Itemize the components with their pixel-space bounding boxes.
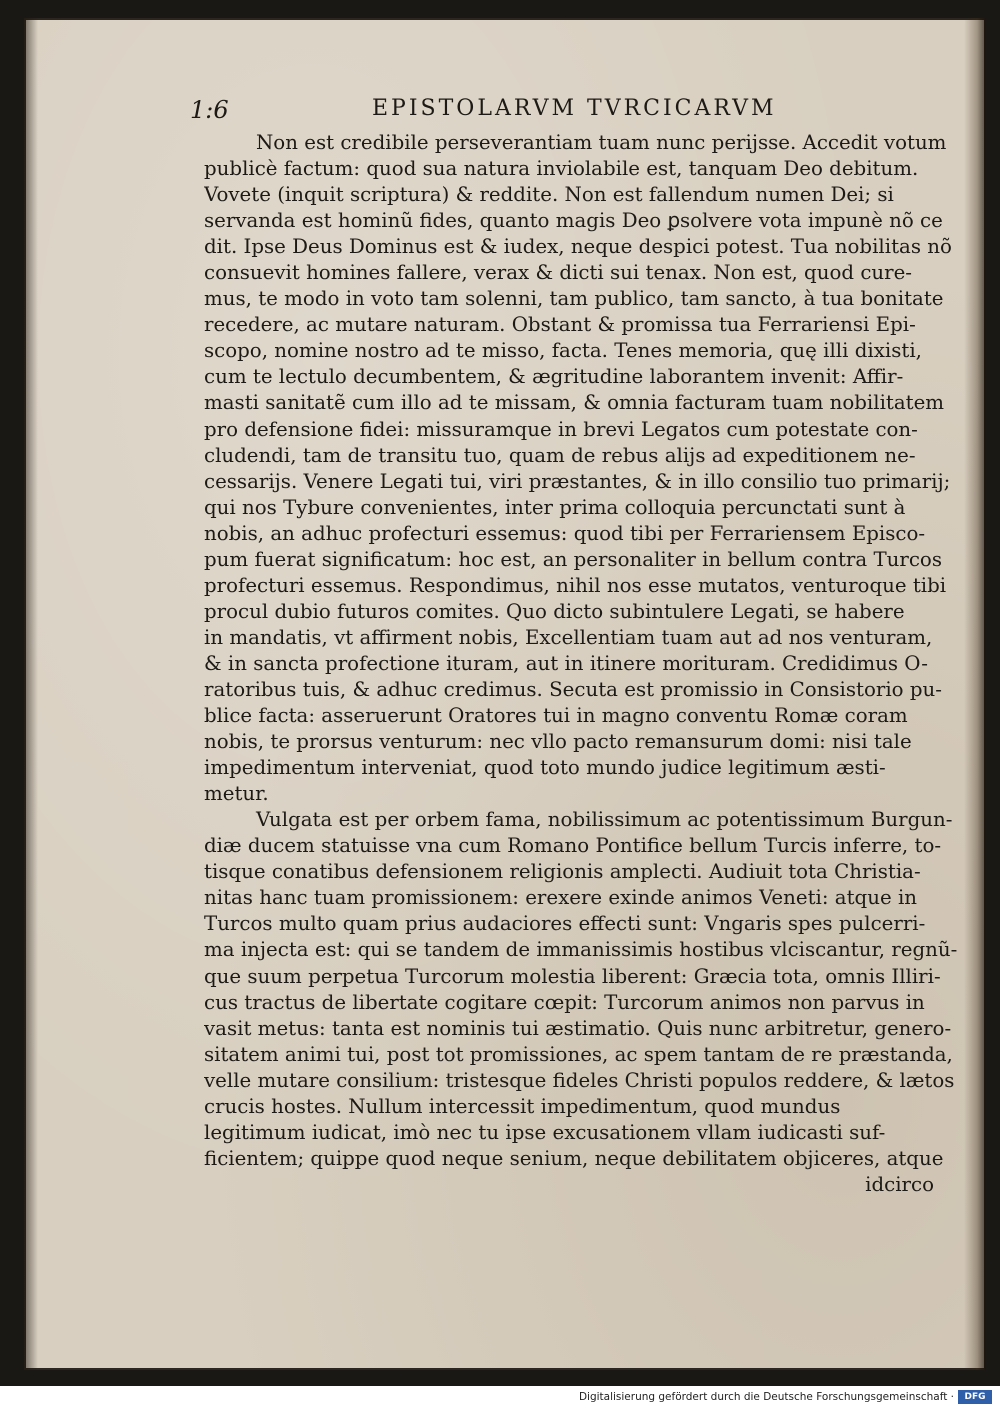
text-line: nobis, an adhuc profecturi essemus: quod tibi per Ferrariensem Episco-: [204, 521, 926, 545]
text-line: que suum perpetua Turcorum molestia liberent: Græcia tota, omnis Illiri-: [204, 964, 941, 988]
text-line: nitas hanc tuam promissionem: erexere exinde animos Veneti: atque in: [204, 886, 918, 910]
digitization-footer: [0, 1386, 1000, 1408]
text-line: servanda est hominũ fides, quanto magis Deo ꝑsolvere vota impunè nõ ce: [204, 209, 943, 233]
text-line: ficientem; quippe quod neque senium, neque debilitatem objiceres, atque: [204, 1146, 944, 1170]
running-head: EPISTOLARVM TVRCICARVM: [372, 96, 777, 121]
page-edge-shadow: [24, 18, 38, 1370]
text-line: dit. Ipse Deus Dominus est & iudex, neque despici potest. Tua nobilitas nõ: [204, 235, 952, 259]
text-line: blice facta: asseruerunt Oratores tui in magno conventu Romæ coram: [204, 704, 908, 728]
text-line: ma injecta est: qui se tandem de immanissimis hostibus vlciscantur, regnũ-: [204, 938, 958, 962]
text-line: ratoribus tuis, & adhuc credimus. Secuta est promissio in Consistorio pu-: [204, 677, 942, 701]
text-line: impedimentum interveniat, quod toto mundo judice legitimum æsti-: [204, 756, 886, 780]
text-line: metur.: [204, 782, 269, 806]
text-line: Turcos multo quam prius audaciores effecti sunt: Vngaris spes pulcerri-: [204, 912, 926, 936]
text-line: cus tractus de libertate cogitare cœpit: Turcorum animos non parvus in: [204, 990, 925, 1014]
text-line: vasit metus: tanta est nominis tui æstimatio. Quis nunc arbitretur, genero-: [204, 1016, 952, 1040]
body-text: [204, 130, 964, 1198]
text-line: pum fuerat significatum: hoc est, an personaliter in bellum contra Turcos: [204, 547, 942, 571]
page-number: 1:6: [190, 96, 229, 124]
text-line: cum te lectulo decumbentem, & ægritudine laborantem invenit: Affir-: [204, 365, 904, 389]
text-line: masti sanitatẽ cum illo ad te missam, & omnia facturam tuam nobilitatem: [204, 391, 945, 415]
text-line: in mandatis, vt affirment nobis, Excellentiam tuam aut ad nos venturam,: [204, 625, 933, 649]
text-line: crucis hostes. Nullum intercessit impedimentum, quod mundus: [204, 1094, 841, 1118]
text-line: mus, te modo in voto tam solenni, tam publico, tam sancto, à tua bonitate: [204, 287, 944, 311]
text-line: & in sancta profectione ituram, aut in itinere morituram. Credidimus O-: [204, 651, 928, 675]
text-line: diæ ducem statuisse vna cum Romano Pontifice bellum Turcis inferre, to-: [204, 834, 942, 858]
funding-credit: Digitalisierung gefördert durch die Deutsche Forschungsgemeinschaft ·: [578, 1391, 954, 1403]
catchword: idcirco: [865, 1172, 934, 1196]
text-line: consuevit homines fallere, verax & dicti sui tenax. Non est, quod cure-: [204, 261, 912, 285]
text-line: scopo, nomine nostro ad te misso, facta. Tenes memoria, quę illi dixisti,: [204, 339, 922, 363]
text-line: tisque conatibus defensionem religionis amplecti. Audiuit tota Christia-: [204, 860, 921, 884]
text-line: Non est credibile perseverantiam tuam nunc perijsse. Accedit votum: [256, 131, 947, 154]
text-line: sitatem animi tui, post tot promissiones, ac spem tantam de re præstanda,: [204, 1042, 953, 1066]
text-line: legitimum iudicat, imò nec tu ipse excusationem vllam iudicasti suf-: [204, 1120, 886, 1144]
text-line: recedere, ac mutare naturam. Obstant & promissa tua Ferrariensi Epi-: [204, 313, 916, 337]
text-line: Vovete (inquit scriptura) & reddite. Non est fallendum numen Dei; si: [204, 183, 894, 207]
dfg-logo-icon: DFG: [958, 1390, 992, 1404]
text-line: publicè factum: quod sua natura inviolabile est, tanquam Deo debitum.: [204, 157, 919, 181]
text-line: cludendi, tam de transitu tuo, quam de rebus alijs ad expeditionem ne-: [204, 443, 916, 467]
text-line: nobis, te prorsus venturum: nec vllo pacto remansurum domi: nisi tale: [204, 730, 912, 754]
text-line: cessarijs. Venere Legati tui, viri præstantes, & in illo consilio tuo primarij;: [204, 469, 951, 493]
text-line: velle mutare consilium: tristesque fideles Christi populos reddere, & lætos: [204, 1068, 955, 1092]
text-line: pro defensione fidei: missuramque in brevi Legatos cum potestate con-: [204, 417, 918, 441]
text-line: qui nos Tybure convenientes, inter prima colloquia percunctati sunt à: [204, 495, 906, 519]
text-line: Vulgata est per orbem fama, nobilissimum ac potentissimum Burgun-: [256, 808, 953, 832]
text-line: procul dubio futuros comites. Quo dicto subintulere Legati, se habere: [204, 599, 905, 623]
page-gutter-shadow: [964, 18, 986, 1370]
text-line: profecturi essemus. Respondimus, nihil nos esse mutatos, venturoque tibi: [204, 573, 947, 597]
